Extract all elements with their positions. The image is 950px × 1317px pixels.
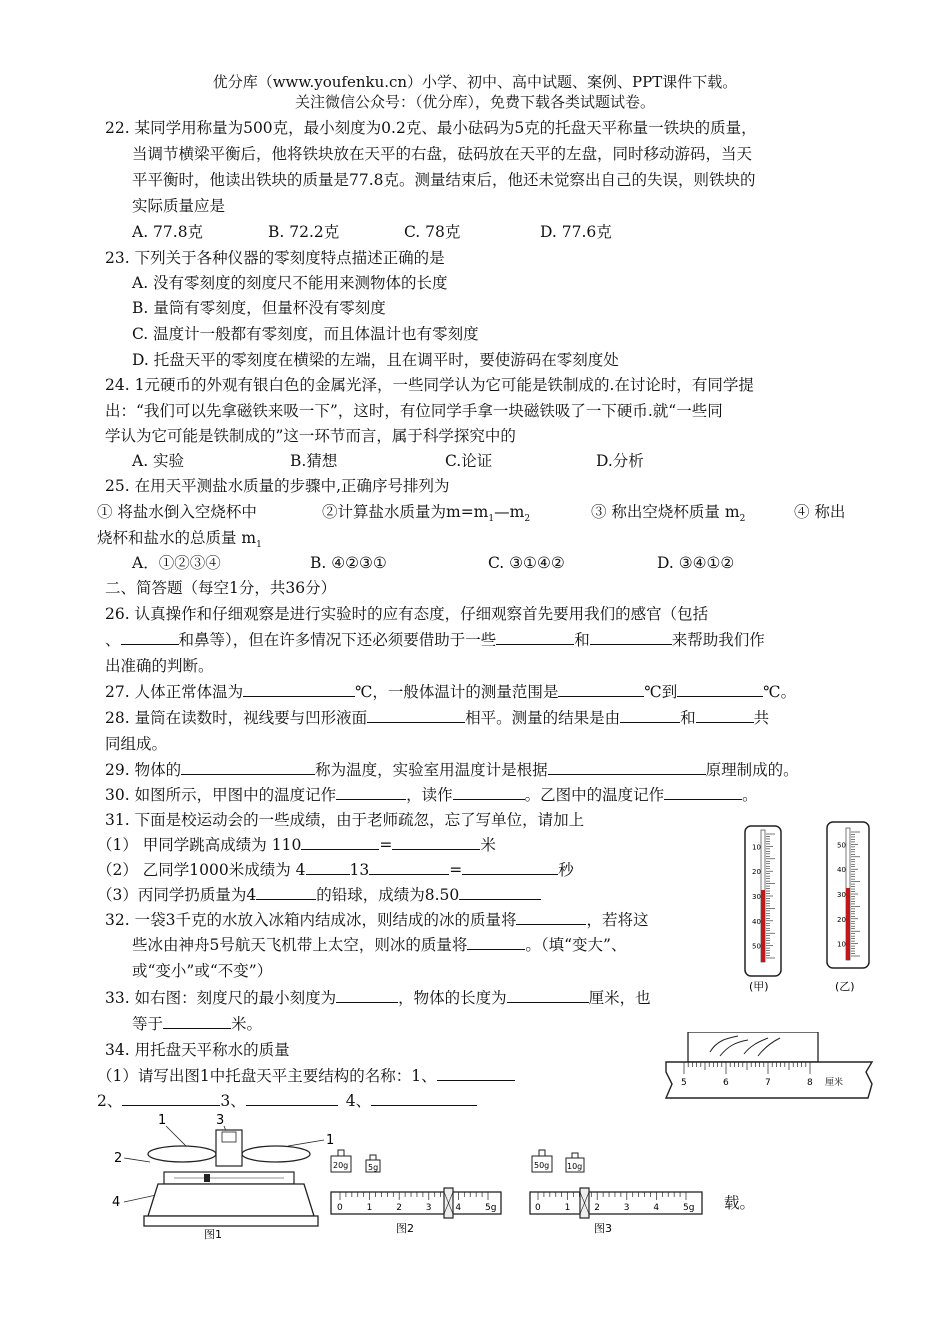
ruler-tick-label: 8 (807, 1078, 813, 1088)
blank[interactable] (516, 910, 586, 925)
base (148, 1184, 314, 1216)
blank[interactable] (437, 1066, 515, 1081)
fig2-tick-label: 1 (366, 1203, 373, 1213)
q25-option-d: D. ③④①② (657, 554, 735, 572)
q28-line-2: 同组成。 (105, 735, 168, 753)
blank[interactable] (620, 708, 680, 723)
q24-option-d: D.分析 (596, 452, 644, 470)
blank[interactable] (121, 630, 179, 645)
q31-part-2: （2） 乙同学1000米成绩为 4 13 = 秒 (97, 861, 574, 879)
ruler-tick-label: 7 (765, 1078, 771, 1088)
question-30: 30. 如图所示，甲图中的温度记作 ，读作 。乙图中的温度记作 。 (105, 786, 758, 804)
blank[interactable] (548, 760, 706, 775)
thermometer-yi-liquid (846, 888, 850, 960)
fig1-label-4: 4 (112, 1195, 121, 1210)
thermometer-jia-label: (甲) (749, 980, 769, 993)
fig1-label-2: 2 (114, 1151, 123, 1166)
q23-option-b: B. 量筒有零刻度，但量杯没有零刻度 (132, 299, 386, 317)
q25-step-2: ②计算盐水质量为$m=m_1—m_2$ (322, 503, 531, 525)
q26-line-1: 26. 认真操作和仔细观察是进行实验时的应有态度，仔细观察首先要用我们的感官（包括 (105, 605, 709, 623)
figure-3 (524, 1140, 710, 1236)
q24-line-3: 学认为它可能是铁制成的”这一环节而言，属于科学探究中的 (105, 427, 516, 445)
fig2-tick-label: 5g (485, 1203, 497, 1213)
rider (204, 1174, 210, 1182)
fig3-tick-label: 4 (653, 1203, 660, 1213)
blank[interactable] (243, 682, 355, 697)
q34-part-1: （1）请写出图1中托盘天平主要结构的名称：1、 (97, 1065, 515, 1087)
weight-5g-label: 5g (368, 1163, 379, 1172)
blank[interactable] (696, 708, 754, 723)
blank[interactable] (246, 1091, 338, 1106)
blank[interactable] (367, 708, 465, 723)
blank[interactable] (163, 1014, 231, 1029)
q24-option-c: C.论证 (445, 452, 493, 470)
thermometers-figure (735, 820, 885, 995)
q23-option-c: C. 温度计一般都有零刻度，而且体温计也有零刻度 (132, 325, 479, 343)
left-pan (148, 1146, 216, 1162)
q24-line-2: 出：“我们可以先拿磁铁来吸一下”，这时，有位同学手拿一块磁铁吸了一下硬币.就“一些同 (105, 402, 723, 420)
thermometer-yi-tick-label: 40 (837, 866, 846, 875)
q26-line-2: 、 和鼻等），但在许多情况下还必须要借助于一些 和 来帮助我们作 (105, 631, 765, 649)
blank[interactable] (496, 630, 574, 645)
blank[interactable] (590, 630, 672, 645)
thermometer-yi (827, 822, 869, 968)
fig2-tick-label: 4 (455, 1203, 462, 1213)
q24-option-b: B.猜想 (290, 452, 338, 470)
question-29: 29. 物体的 称为温度，实验室用温度计是根据 原理制成的。 (105, 761, 799, 779)
q22-line-1: 22. 某同学用称量为500克，最小刻度为0.2克、最小砝码为5克的托盘天平称量一铁块的质量， (105, 119, 757, 137)
blank[interactable] (392, 835, 480, 850)
fig3-caption: 图3 (594, 1222, 612, 1235)
blank[interactable] (181, 760, 315, 775)
blank[interactable] (453, 785, 525, 800)
q28-line-1: 28. 量筒在读数时，视线要与凹形液面 相平。测量的结果是由 和 共 (105, 709, 770, 727)
q22-option-b: B. 72.2克 (268, 223, 340, 241)
blank[interactable] (336, 988, 398, 1003)
blank[interactable] (369, 860, 449, 875)
q32-line-3: 或“变小”或“不变”） (132, 962, 273, 980)
blank[interactable] (507, 988, 589, 1003)
ruler-tick-label: 5 (681, 1078, 687, 1088)
q24-option-a: A. 实验 (132, 452, 185, 470)
blank[interactable] (256, 885, 316, 900)
thermometer-jia-tick-label: 20 (752, 868, 761, 877)
q31-stem: 31. 下面是校运动会的一些成绩，由于老师疏忽，忘了写单位，请加上 (105, 811, 585, 829)
q32-line-2: 些冰由神舟5号航天飞机带上太空，则冰的质量将 。（填“变大”、 (132, 936, 627, 954)
fig1-label-1: 1 (158, 1113, 167, 1128)
blank[interactable] (301, 835, 379, 850)
blank[interactable] (122, 1091, 220, 1106)
thermometer-jia (745, 826, 781, 976)
thermometer-jia-tick-label: 40 (752, 917, 761, 926)
ruler-figure (662, 1032, 877, 1116)
q25-option-a: A．①②③④ (132, 554, 221, 572)
q25-step-3: ③ 称出空烧杯质量 $m_2$ (591, 503, 746, 525)
fig1-label-1b: 1 (326, 1133, 335, 1148)
thermometer-yi-tick-label: 50 (837, 841, 846, 850)
weight-50g-label: 50g (534, 1161, 550, 1170)
figure-2 (326, 1140, 506, 1236)
q22-option-d: D. 77.6克 (540, 223, 612, 241)
fig1-label-3: 3 (216, 1113, 225, 1128)
q25-step-4: ④ 称出 (794, 503, 846, 521)
thermometer-yi-label: (乙) (835, 980, 855, 993)
q25-option-b: B. ④②③① (310, 554, 387, 572)
ruler-unit: 厘米 (825, 1078, 844, 1088)
q25-option-c: C. ③①④② (488, 554, 565, 572)
q25-step-1: ① 将盐水倒入空烧杯中 (97, 503, 257, 521)
fig3-tick-label: 0 (535, 1203, 541, 1213)
q23-stem: 23. 下列关于各种仪器的零刻度特点描述正确的是 (105, 249, 445, 267)
q32-line-1: 32. 一袋3千克的水放入冰箱内结成冰，则结成的冰的质量将 ，若将这 (105, 911, 649, 929)
q22-option-c: C. 78克 (404, 223, 461, 241)
question-27: 27. 人体正常体温为 ℃，一般体温计的测量范围是 ℃到 ℃。 (105, 683, 797, 701)
q31-part-3: （3）丙同学扔质量为4 的铅球，成绩为8.50 (97, 884, 541, 906)
balance-figure (108, 1112, 338, 1240)
fig3-tick-label: 1 (564, 1203, 571, 1213)
blank[interactable] (558, 682, 644, 697)
blank[interactable] (462, 860, 558, 875)
measured-object (688, 1032, 818, 1062)
weight-10g-label: 10g (567, 1162, 583, 1171)
right-pan (242, 1146, 310, 1162)
thermometer-jia-tick-label: 10 (752, 843, 761, 852)
thermometer-yi-tick-label: 30 (837, 891, 846, 899)
section-2-heading: 二、简答题（每空1分，共36分） (105, 579, 337, 597)
thermometer-yi-tick-label: 10 (837, 940, 846, 949)
fig3-tick-label: 3 (623, 1203, 630, 1213)
q22-line-4: 实际质量应是 (132, 197, 226, 215)
blank[interactable] (467, 935, 525, 950)
q24-line-1: 24. 1元硬币的外观有银白色的金属光泽，一些同学认为它可能是铁制成的.在讨论时，有同学提 (105, 376, 754, 394)
q34-stem: 34. 用托盘天平称水的质量 (105, 1041, 290, 1059)
thermometer-jia-tick-label: 30 (752, 893, 761, 901)
thermometer-jia-tick-label: 50 (752, 942, 761, 951)
fig3-tick-label: 2 (594, 1203, 600, 1213)
weight-20g-label: 20g (333, 1161, 349, 1170)
blank[interactable] (336, 785, 406, 800)
blank[interactable] (371, 1091, 477, 1106)
q31-part-1: （1） 甲同学跳高成绩为 110 = 米 (97, 836, 496, 854)
blank[interactable] (306, 860, 350, 875)
fig2-tick-label: 0 (337, 1203, 343, 1213)
fig3-tick-label: 5g (683, 1203, 695, 1213)
fig2-caption: 图2 (396, 1222, 414, 1235)
q22-line-2: 当调节横梁平衡后，他将铁块放在天平的右盘，砝码放在天平的左盘，同时移动游码，当天 (132, 145, 753, 163)
thermometer-yi-tick-label: 20 (837, 915, 846, 924)
q26-line-3: 出准确的判断。 (105, 657, 214, 675)
q22-line-3: 平平衡时，他读出铁块的质量是77.8克。测量结束后，他还未觉察出自己的失误，则铁块的 (132, 171, 756, 189)
q25-stem: 25. 在用天平测盐水质量的步骤中,正确序号排列为 (105, 477, 450, 495)
q25-step-4-cont: 烧杯和盐水的总质量 $m_1$ (97, 529, 262, 551)
header-line-2: 关注微信公众号：（优分库），免费下载各类试题试卷。 (294, 93, 655, 111)
fig2-tick-label: 3 (425, 1203, 432, 1213)
q23-option-a: A. 没有零刻度的刻度尺不能用来测物体的长度 (132, 274, 448, 292)
fig1-caption: 图1 (204, 1228, 222, 1240)
ruler-tick-label: 6 (723, 1078, 729, 1088)
q33-line-2: 等于 米。 (132, 1015, 263, 1033)
scale-bar (331, 1192, 501, 1214)
q23-option-d: D. 托盘天平的零刻度在横梁的左端，且在调平时，要使游码在零刻度处 (132, 351, 619, 369)
q22-option-a: A. 77.8克 (132, 223, 204, 241)
header-line-1: 优分库（www.youfenku.cn）小学、初中、高中试题、案例、PPT课件下载。 (212, 73, 738, 91)
thermometer-jia-liquid (761, 890, 765, 962)
q34-part-1-cont: 2、 3、 4、 (97, 1090, 477, 1112)
q33-line-1: 33. 如右图：刻度尺的最小刻度为 ，物体的长度为 厘米，也 (105, 989, 651, 1007)
fig2-tick-label: 2 (396, 1203, 402, 1213)
blank[interactable] (664, 785, 742, 800)
blank[interactable] (459, 885, 541, 900)
blank[interactable] (677, 682, 763, 697)
q34-tail: 载。 (724, 1194, 756, 1212)
